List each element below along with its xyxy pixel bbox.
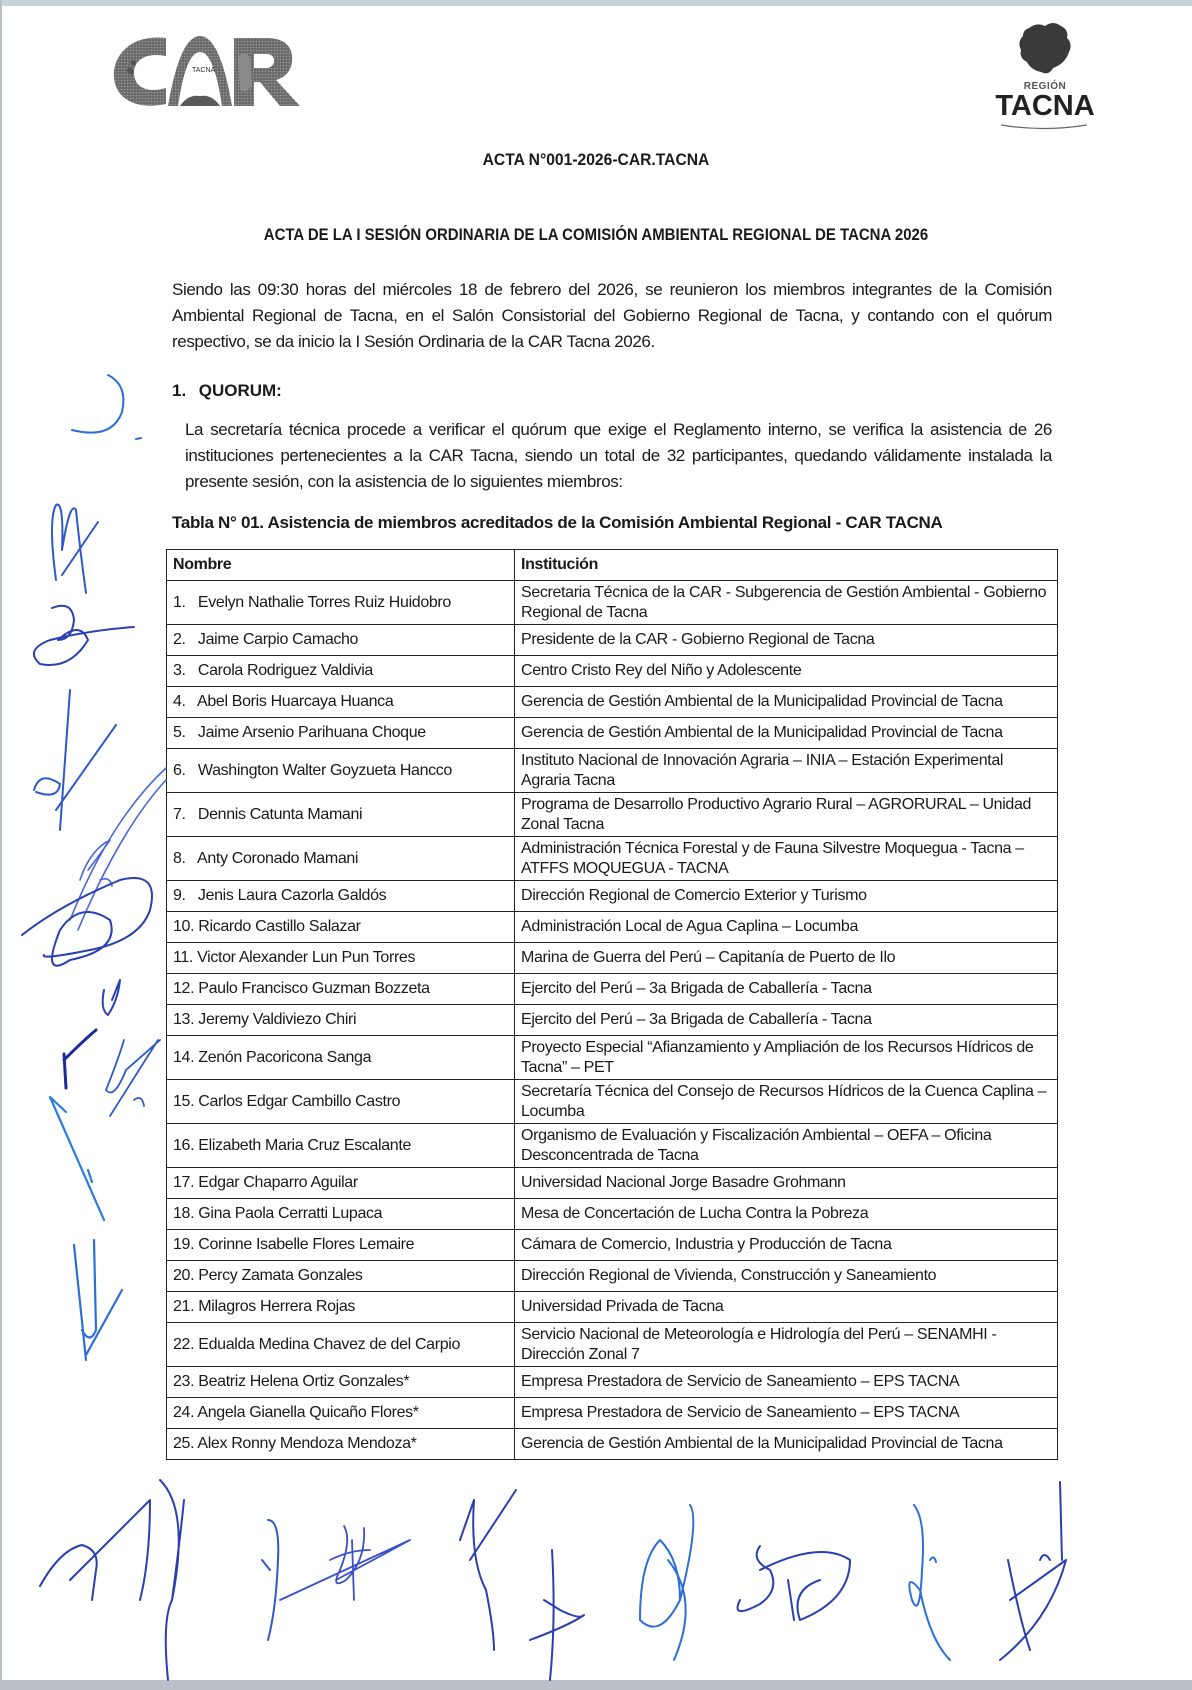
member-name: 9. Jenis Laura Cazorla Galdós xyxy=(167,881,515,912)
member-name: 21. Milagros Herrera Rojas xyxy=(167,1292,515,1323)
table-row xyxy=(167,1367,1058,1398)
signature-bottom-6 xyxy=(530,1550,584,1680)
bottom-signatures xyxy=(40,1480,1066,1680)
member-institution: Secretaria Técnica de la CAR - Subgerencia de Gestión Ambiental - Gobierno Regional de Tacna xyxy=(515,581,1058,625)
signature-margin-4 xyxy=(34,690,116,830)
member-name: 25. Alex Ronny Mendoza Mendoza* xyxy=(167,1429,515,1460)
table-row xyxy=(167,1292,1058,1323)
member-name: 1. Evelyn Nathalie Torres Ruiz Huidobro xyxy=(167,581,515,625)
member-institution: Gerencia de Gestión Ambiental de la Municipalidad Provincial de Tacna xyxy=(515,718,1058,749)
member-institution: Programa de Desarrollo Productivo Agrario Rural – AGRORURAL – Unidad Zonal Tacna xyxy=(515,793,1058,837)
table-row xyxy=(167,1168,1058,1199)
member-name: 5. Jaime Arsenio Parihuana Choque xyxy=(167,718,515,749)
signature-margin-1 xyxy=(72,375,123,433)
signature-bottom-8 xyxy=(738,1546,851,1620)
member-institution: Centro Cristo Rey del Niño y Adolescente xyxy=(515,656,1058,687)
member-institution: Ejercito del Perú – 3a Brigada de Caballería - Tacna xyxy=(515,1005,1058,1036)
table-row xyxy=(167,1199,1058,1230)
member-name: 2. Jaime Carpio Camacho xyxy=(167,625,515,656)
quorum-paragraph: La secretaría técnica procede a verificar el quórum que exige el Reglamento interno, se verifica la asistencia de 26 instituciones pertenecientes a la CAR Tacna, siendo un total de 32 participantes, quedando válidamente instalada la presente sesión, con la asistencia de lo siguientes miembros: xyxy=(185,420,1052,491)
table-row xyxy=(167,656,1058,687)
table-row xyxy=(167,837,1058,881)
member-name: 14. Zenón Pacoricona Sanga xyxy=(167,1036,515,1080)
signature-bottom-2 xyxy=(160,1480,184,1680)
members-table xyxy=(166,549,1058,1460)
member-name: 15. Carlos Edgar Cambillo Castro xyxy=(167,1080,515,1124)
member-institution: Empresa Prestadora de Servicio de Saneamiento – EPS TACNA xyxy=(515,1367,1058,1398)
signature-bottom-4 xyxy=(280,1526,410,1600)
signature-margin-2 xyxy=(52,505,98,593)
member-name: 6. Washington Walter Goyzueta Hancco xyxy=(167,749,515,793)
table-row xyxy=(167,974,1058,1005)
member-institution: Ejercito del Perú – 3a Brigada de Caballería - Tacna xyxy=(515,974,1058,1005)
member-institution: Gerencia de Gestión Ambiental de la Municipalidad Provincial de Tacna xyxy=(515,687,1058,718)
member-name: 16. Elizabeth Maria Cruz Escalante xyxy=(167,1124,515,1168)
member-institution: Secretaría Técnica del Consejo de Recursos Hídricos de la Cuenca Caplina – Locumba xyxy=(515,1080,1058,1124)
member-institution: Dirección Regional de Comercio Exterior y Turismo xyxy=(515,881,1058,912)
table-header-row xyxy=(167,550,1058,581)
table-row xyxy=(167,1124,1058,1168)
member-name: 23. Beatriz Helena Ortiz Gonzales* xyxy=(167,1367,515,1398)
table-row xyxy=(167,1323,1058,1367)
section-quorum-heading xyxy=(172,381,282,401)
signature-margin-10 xyxy=(50,1097,104,1220)
signature-margin-7 xyxy=(103,980,120,1015)
header-institucion: Institución xyxy=(515,550,1058,581)
signature-margin-5 xyxy=(70,768,166,930)
car-logo-sub-text: TACNA xyxy=(192,67,216,74)
member-name: 12. Paulo Francisco Guzman Bozzeta xyxy=(167,974,515,1005)
member-institution: Instituto Nacional de Innovación Agraria – INIA – Estación Experimental Agraria Tacna xyxy=(515,749,1058,793)
member-institution: Proyecto Especial “Afianzamiento y Ampliación de los Recursos Hídricos de Tacna” – PET xyxy=(515,1036,1058,1080)
scan-edge-top xyxy=(0,0,1192,6)
member-name: 17. Edgar Chaparro Aguilar xyxy=(167,1168,515,1199)
acta-number: ACTA N°001-2026-CAR.TACNA xyxy=(482,150,710,169)
margin-signatures xyxy=(22,375,166,1360)
signature-bottom-5 xyxy=(460,1490,516,1650)
member-institution: Dirección Regional de Vivienda, Construcción y Saneamiento xyxy=(515,1261,1058,1292)
member-institution: Administración Local de Agua Caplina – Locumba xyxy=(515,912,1058,943)
member-institution: Cámara de Comercio, Industria y Producción de Tacna xyxy=(515,1230,1058,1261)
table-row xyxy=(167,687,1058,718)
table-row xyxy=(167,1261,1058,1292)
tacna-label: TACNA xyxy=(995,90,1095,122)
signature-margin-6 xyxy=(22,878,152,966)
table-row xyxy=(167,1080,1058,1124)
signature-margin-11 xyxy=(74,1240,122,1360)
section-heading-text: QUORUM: xyxy=(198,381,282,400)
signature-bottom-10 xyxy=(1000,1482,1066,1660)
signature-margin-8 xyxy=(64,1030,96,1088)
table-row xyxy=(167,581,1058,625)
section-number: 1. xyxy=(172,381,187,400)
logo-swoosh xyxy=(999,124,1089,130)
signature-bottom-7 xyxy=(640,1505,693,1660)
tacna-region-map-icon xyxy=(1015,20,1073,76)
member-name: 19. Corinne Isabelle Flores Lemaire xyxy=(167,1230,515,1261)
member-name: 24. Angela Gianella Quicaño Flores* xyxy=(167,1398,515,1429)
member-name: 3. Carola Rodriguez Valdivia xyxy=(167,656,515,687)
member-institution: Universidad Privada de Tacna xyxy=(515,1292,1058,1323)
table-row xyxy=(167,912,1058,943)
member-name: 11. Victor Alexander Lun Pun Torres xyxy=(167,943,515,974)
member-name: 10. Ricardo Castillo Salazar xyxy=(167,912,515,943)
member-name: 13. Jeremy Valdiviezo Chiri xyxy=(167,1005,515,1036)
member-institution: Empresa Prestadora de Servicio de Saneamiento – EPS TACNA xyxy=(515,1398,1058,1429)
signature-margin-9 xyxy=(106,1040,160,1116)
car-tacna-logo xyxy=(108,28,308,118)
signature-margin-1-dot xyxy=(136,438,141,439)
signature-bottom-9 xyxy=(909,1505,950,1660)
table-row xyxy=(167,625,1058,656)
member-institution: Organismo de Evaluación y Fiscalización Ambiental – OEFA – Oficina Desconcentrada de Tacna xyxy=(515,1124,1058,1168)
member-institution: Gerencia de Gestión Ambiental de la Municipalidad Provincial de Tacna xyxy=(515,1429,1058,1460)
member-institution: Servicio Nacional de Meteorología e Hidrología del Perú – SENAMHI - Dirección Zonal 7 xyxy=(515,1323,1058,1367)
header-nombre: Nombre xyxy=(167,550,515,581)
member-institution: Marina de Guerra del Perú – Capitanía de Puerto de Ilo xyxy=(515,943,1058,974)
region-label: REGIÓN xyxy=(1023,81,1067,92)
table-row xyxy=(167,1429,1058,1460)
table-row xyxy=(167,1230,1058,1261)
signature-bottom-3 xyxy=(262,1520,278,1640)
member-name: 22. Edualda Medina Chavez de del Carpio xyxy=(167,1323,515,1367)
table-row xyxy=(167,1005,1058,1036)
signature-bottom-1 xyxy=(40,1500,150,1600)
member-institution: Universidad Nacional Jorge Basadre Grohmann xyxy=(515,1168,1058,1199)
member-name: 4. Abel Boris Huarcaya Huanca xyxy=(167,687,515,718)
scan-edge-left xyxy=(0,0,2,1690)
table-row xyxy=(167,749,1058,793)
member-name: 7. Dennis Catunta Mamani xyxy=(167,793,515,837)
member-name: 18. Gina Paola Cerratti Lupaca xyxy=(167,1199,515,1230)
scan-edge-bottom xyxy=(0,1680,1192,1690)
member-institution: Mesa de Concertación de Lucha Contra la Pobreza xyxy=(515,1199,1058,1230)
table-row xyxy=(167,1036,1058,1080)
signature-margin-3 xyxy=(34,606,134,665)
document-title: ACTA DE LA I SESIÓN ORDINARIA DE LA COMISIÓN AMBIENTAL REGIONAL DE TACNA 2026 xyxy=(263,225,929,244)
region-tacna-logo xyxy=(985,10,1105,125)
table-row xyxy=(167,881,1058,912)
intro-paragraph: Siendo las 09:30 horas del miércoles 18 de febrero del 2026, se reunieron los miembros integrantes de la Comisión Ambiental Regional de Tacna, en el Salón Consistorial del Gobierno Regional de Tacna, y contando con el quórum respectivo, se da inicio la I Sesión Ordinaria de la CAR Tacna 2026. xyxy=(172,280,1052,351)
table-caption: Tabla N° 01. Asistencia de miembros acreditados de la Comisión Ambiental Regional - CAR TACNA xyxy=(172,513,943,532)
table-row xyxy=(167,793,1058,837)
member-institution: Administración Técnica Forestal y de Fauna Silvestre Moquegua - Tacna – ATFFS MOQUEGUA - TACNA xyxy=(515,837,1058,881)
table-row xyxy=(167,718,1058,749)
member-name: 8. Anty Coronado Mamani xyxy=(167,837,515,881)
member-institution: Presidente de la CAR - Gobierno Regional de Tacna xyxy=(515,625,1058,656)
table-row xyxy=(167,943,1058,974)
member-name: 20. Percy Zamata Gonzales xyxy=(167,1261,515,1292)
table-row xyxy=(167,1398,1058,1429)
